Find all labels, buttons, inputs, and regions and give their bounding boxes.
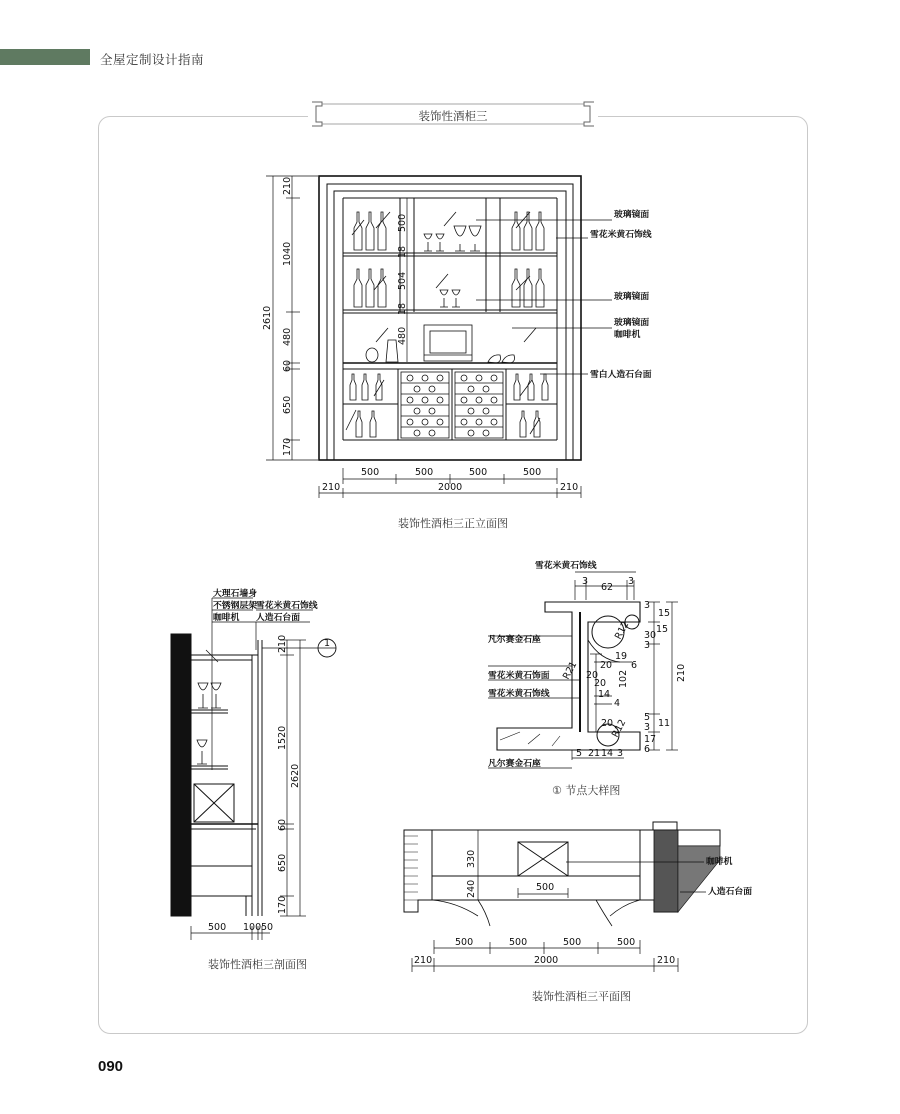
elev-label-4: 玻璃镜面 xyxy=(614,318,650,328)
sect-hdim-1: 500 xyxy=(208,922,227,933)
detail-dim-20: 17 xyxy=(644,734,657,745)
elevation-caption: 装饰性酒柜三正立面图 xyxy=(398,517,508,530)
elev-vdim-3: 480 xyxy=(282,327,293,346)
detail-label-1: 雪花米黄石饰线 xyxy=(535,561,597,571)
detail-dim-9: 210 xyxy=(676,663,687,682)
detail-dim-17: 5 xyxy=(644,712,651,723)
plan-vdim-1: 330 xyxy=(466,849,477,868)
elev-overall-left: 210 xyxy=(322,482,341,493)
plan-hdim-2: 500 xyxy=(509,937,528,948)
plan-hdim-1: 500 xyxy=(455,937,474,948)
sect-vdim-3: 60 xyxy=(277,818,288,831)
plan-overall-right: 210 xyxy=(657,955,676,966)
plan-overall-left: 210 xyxy=(414,955,433,966)
sect-label-4: 咖啡机 xyxy=(213,613,240,623)
detail-dim-29: 20 xyxy=(594,678,607,689)
elev-vdim-1: 210 xyxy=(282,176,293,195)
elev-label-3: 玻璃镜面 xyxy=(614,292,650,302)
sect-vdim-4: 650 xyxy=(277,853,288,872)
sect-label-1: 大理石墙身 xyxy=(213,589,257,599)
detail-label-4: 雪花米黄石饰线 xyxy=(488,689,550,699)
section-title: 装饰性酒柜三 xyxy=(418,109,488,123)
elev-vdim-4: 60 xyxy=(282,359,293,372)
detail-dim-13: 6 xyxy=(631,660,638,671)
plan-hdim-3: 500 xyxy=(563,937,582,948)
detail-dim-30: 20 xyxy=(601,718,614,729)
elev-label-1: 玻璃镜面 xyxy=(614,210,650,220)
elev-hdim-2: 500 xyxy=(415,467,434,478)
detail-label-5: 凡尔赛金石座 xyxy=(488,759,541,769)
elev-inner-dim-3: 504 xyxy=(397,271,408,290)
detail-dim-4: 3 xyxy=(644,600,651,611)
detail-dim-28: R12 xyxy=(609,717,629,740)
detail-dim-14: 102 xyxy=(618,669,629,688)
sect-hdim-2: 100 xyxy=(243,922,262,933)
sect-vdim-total: 2620 xyxy=(290,763,301,788)
plan-drawing xyxy=(404,822,720,972)
plan-hdim-4: 500 xyxy=(617,937,636,948)
plan-inner-dim: 500 xyxy=(536,882,555,893)
detail-dim-25: 3 xyxy=(617,748,624,759)
elev-hdim-3: 500 xyxy=(469,467,488,478)
detail-label-2: 凡尔赛金石座 xyxy=(488,635,541,645)
elev-vdim-2: 1040 xyxy=(282,241,293,266)
detail-dim-3: 3 xyxy=(628,576,635,587)
elevation-annotations xyxy=(262,177,652,493)
plan-overall-mid: 2000 xyxy=(534,955,559,966)
elev-vdim-total: 2610 xyxy=(262,305,273,330)
plan-label-1: 咖啡机 xyxy=(706,857,733,867)
detail-dim-1: 3 xyxy=(582,576,589,587)
sect-label-2: 不锈钢层架 xyxy=(213,601,257,611)
elev-inner-dim-2: 18 xyxy=(397,245,408,258)
detail-caption: ① 节点大样图 xyxy=(552,784,621,797)
detail-dim-11: 20 xyxy=(600,660,613,671)
detail-dim-26: R21 xyxy=(560,659,580,682)
elevation-drawing xyxy=(266,176,612,498)
elev-hdim-4: 500 xyxy=(523,467,542,478)
sect-label-5: 人造石台面 xyxy=(256,613,300,623)
detail-label-3: 雪花米黄石饰面 xyxy=(488,671,550,681)
detail-dim-16: 4 xyxy=(614,698,621,709)
page-number: 090 xyxy=(98,1058,124,1075)
section-annotations xyxy=(208,587,330,933)
detail-dim-18: 11 xyxy=(658,718,671,729)
detail-dim-15: 14 xyxy=(598,689,611,700)
elev-vdim-5: 650 xyxy=(282,395,293,414)
sect-hdim-3: 50 xyxy=(261,922,274,933)
sect-label-3: 雪花米黄石饰线 xyxy=(256,601,318,611)
elev-hdim-1: 500 xyxy=(361,467,380,478)
elev-inner-dim-5: 480 xyxy=(397,326,408,345)
detail-dim-5: 15 xyxy=(658,608,671,619)
detail-dim-27: R12 xyxy=(612,619,632,642)
detail-dim-8: 3 xyxy=(644,640,651,651)
detail-dim-23: 21 xyxy=(588,748,601,759)
detail-dim-7: 15 xyxy=(656,624,669,635)
section-caption: 装饰性酒柜三剖面图 xyxy=(208,958,307,971)
plan-label-2: 人造石台面 xyxy=(708,887,752,897)
elev-inner-dim-1: 500 xyxy=(397,213,408,232)
elev-label-6: 雪白人造石台面 xyxy=(590,370,652,380)
plan-caption: 装饰性酒柜三平面图 xyxy=(532,990,631,1003)
detail-dim-24: 14 xyxy=(601,748,614,759)
elev-inner-dim-4: 18 xyxy=(397,302,408,315)
detail-dim-22: 5 xyxy=(576,748,583,759)
section-drawing xyxy=(171,598,336,940)
detail-dim-6: 30 xyxy=(644,630,657,641)
detail-dim-2: 62 xyxy=(601,582,614,593)
section-marker: 1 xyxy=(324,638,331,649)
elev-label-2: 雪花米黄石饰线 xyxy=(590,230,652,240)
elev-vdim-6: 170 xyxy=(282,437,293,456)
sect-vdim-1: 210 xyxy=(277,634,288,653)
elev-overall-mid: 2000 xyxy=(438,482,463,493)
sect-vdim-2: 1520 xyxy=(277,725,288,750)
elev-label-5: 咖啡机 xyxy=(614,330,641,340)
header-title: 全屋定制设计指南 xyxy=(100,52,205,67)
detail-dim-10: 19 xyxy=(615,651,628,662)
plan-vdim-2: 240 xyxy=(466,879,477,898)
detail-dim-12: 20 xyxy=(586,670,599,681)
detail-dim-21: 6 xyxy=(644,744,651,755)
elev-overall-right: 210 xyxy=(560,482,579,493)
sect-vdim-5: 170 xyxy=(277,895,288,914)
detail-dim-19: 3 xyxy=(644,722,651,733)
